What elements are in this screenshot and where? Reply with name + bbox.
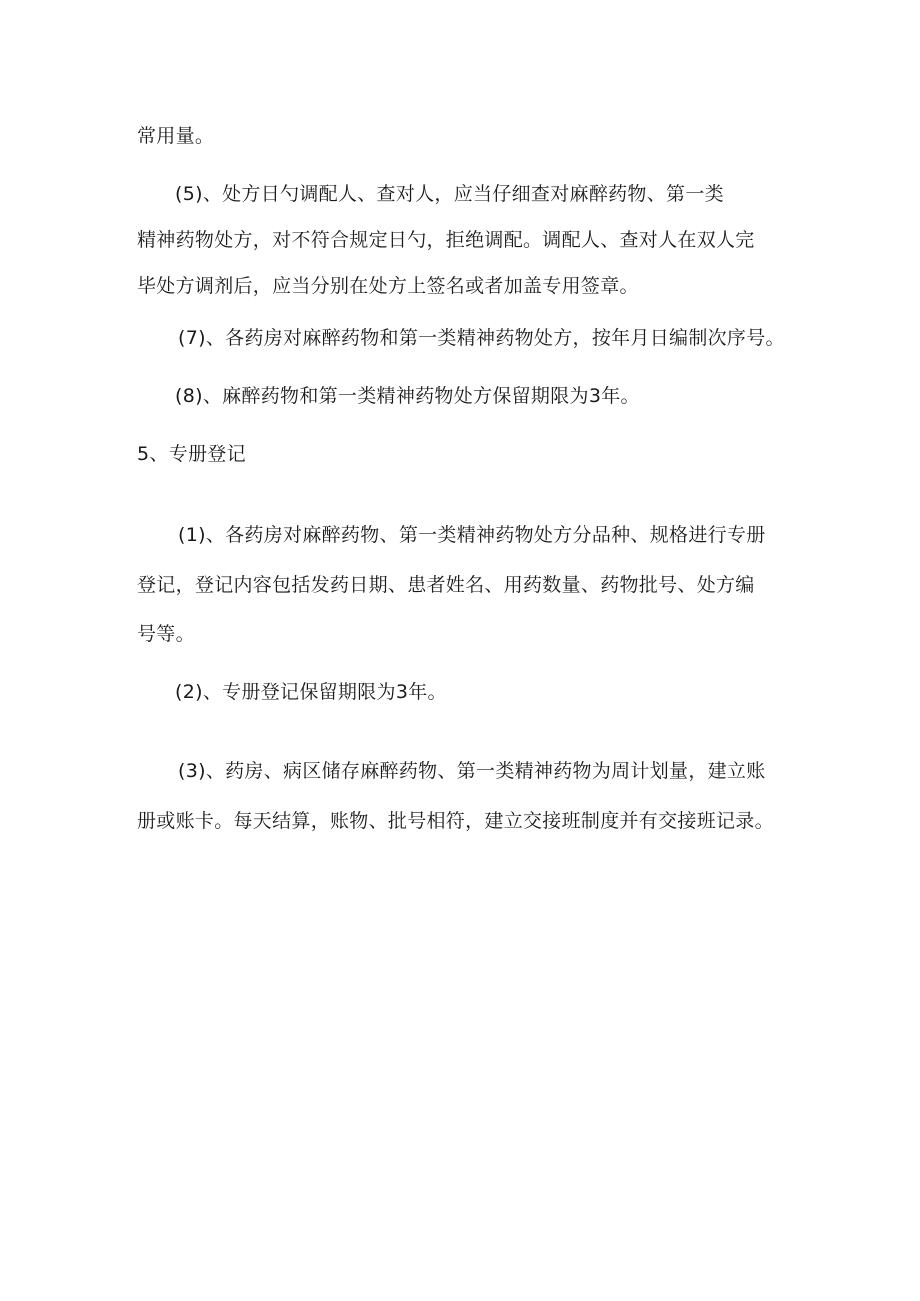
text-line-11: (2)、专册登记保留期限为3年。 (175, 681, 447, 703)
text-line-1: 常用量。 (137, 125, 215, 147)
text-line-13: 册或账卡。每天结算，账物、批号相符，建立交接班制度并有交接班记录。 (137, 810, 774, 832)
text-line-5: (7)、各药房对麻醉药物和第一类精神药物处方，按年月日编制次序号。 (178, 327, 785, 349)
text-line-10: 号等。 (137, 623, 195, 645)
text-line-6: (8)、麻醉药物和第一类精神药物处方保留期限为3年。 (175, 385, 640, 407)
text-line-3: 精神药物处方，对不符合规定日勺，拒绝调配。调配人、查对人在双人完 (137, 229, 755, 251)
text-line-12: (3)、药房、病区储存麻醉药物、第一类精神药物为周计划量，建立账 (178, 760, 766, 782)
text-line-2: (5)、处方日勺调配人、查对人，应当仔细查对麻醉药物、第一类 (175, 183, 724, 205)
text-line-9: 登记，登记内容包括发药日期、患者姓名、用药数量、药物批号、处方编 (137, 574, 755, 596)
text-line-8: (1)、各药房对麻醉药物、第一类精神药物处方分品种、规格进行专册 (178, 524, 766, 546)
section-heading: 5、专册登记 (137, 443, 246, 465)
text-line-4: 毕处方调剂后，应当分别在处方上签名或者加盖专用签章。 (137, 275, 639, 297)
